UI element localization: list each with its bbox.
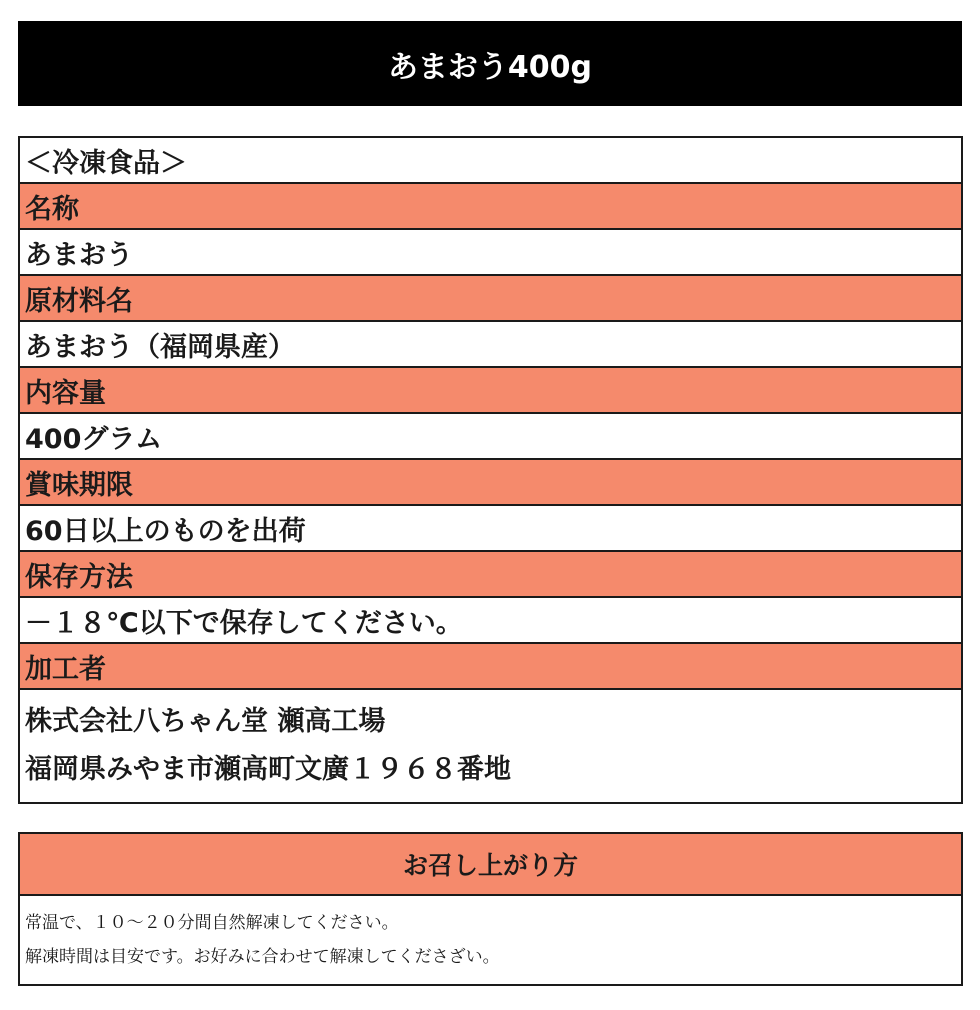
name-value: あまおう [20, 230, 961, 276]
processor-header: 加工者 [20, 644, 961, 690]
page-title: あまおう400g [18, 21, 962, 106]
name-header: 名称 [20, 184, 961, 230]
processor-value [20, 690, 961, 802]
net-weight-header: 内容量 [20, 368, 961, 414]
storage-header: 保存方法 [20, 552, 961, 598]
processor-address: 福岡県みやま市瀬高町文廣１９６８番地 [25, 754, 511, 785]
ingredients-header: 原材料名 [20, 276, 961, 322]
how-to-eat-line: 常温で、１０～２０分間自然解凍してください。 [25, 913, 399, 933]
how-to-eat-line: 解凍時間は目安です。お好みに合わせて解凍してくださざい。 [25, 947, 500, 967]
storage-value: －１８℃以下で保存してください。 [20, 598, 961, 644]
how-to-eat-body [20, 896, 961, 974]
processor-name: 株式会社八ちゃん堂 瀬高工場 [25, 706, 386, 737]
best-before-value: 60日以上のものを出荷 [20, 506, 961, 552]
category-row: ＜冷凍食品＞ [20, 138, 961, 184]
how-to-eat-title: お召し上がり方 [20, 834, 961, 896]
ingredients-value: あまおう（福岡県産） [20, 322, 961, 368]
best-before-header: 賞味期限 [20, 460, 961, 506]
how-to-eat-box [18, 832, 963, 986]
product-label-table [18, 136, 963, 804]
net-weight-value: 400グラム [20, 414, 961, 460]
